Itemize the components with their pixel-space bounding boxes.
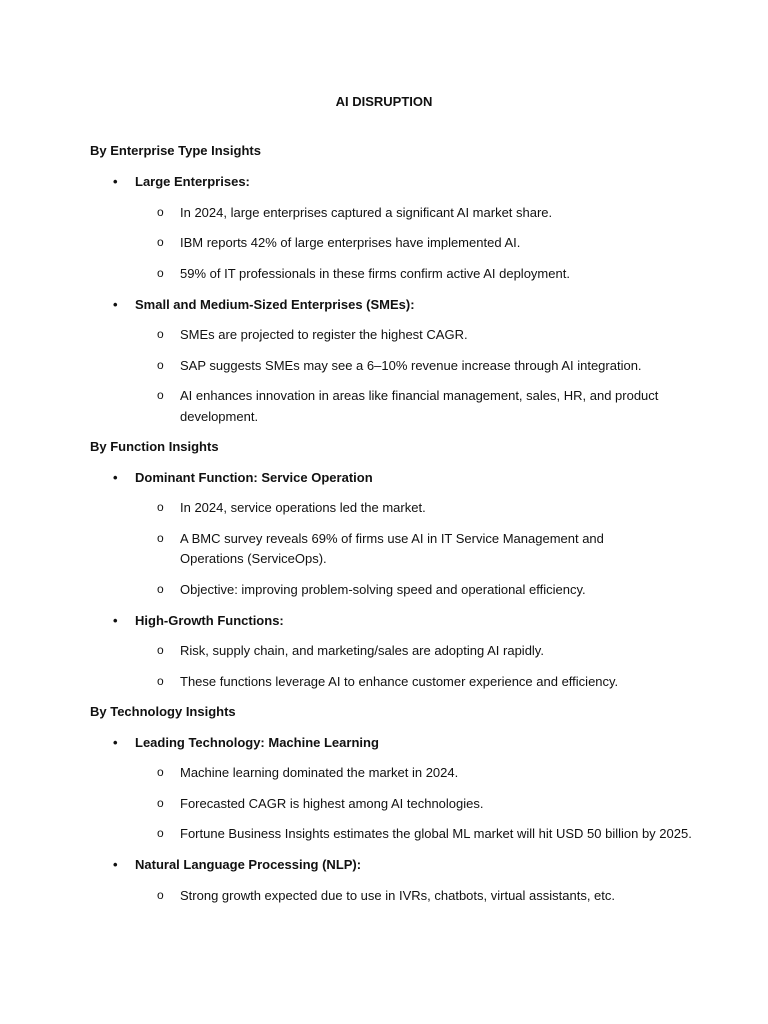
bullet-icon: • — [113, 857, 118, 872]
circle-bullet-icon: o — [157, 765, 164, 779]
sub-list-item-text: Objective: improving problem-solving speed and operational efficiency. — [180, 581, 586, 597]
sub-list-item — [90, 498, 660, 519]
list-item-label: High-Growth Functions: — [135, 612, 284, 628]
section-heading-function: By Function Insights — [90, 438, 219, 454]
circle-bullet-icon: o — [157, 388, 164, 402]
list-item-machine-learning — [90, 733, 690, 754]
sub-list-item-text: 59% of IT professionals in these firms confirm active AI deployment. — [180, 265, 570, 281]
sub-list-item-text: Strong growth expected due to use in IVRs, chatbots, virtual assistants, etc. — [180, 887, 616, 903]
sub-list-item-text: IBM reports 42% of large enterprises have implemented AI. — [180, 235, 521, 250]
sub-list-item-text: Machine learning dominated the market in 2024. — [180, 765, 459, 780]
section-heading-technology: By Technology Insights — [90, 703, 236, 719]
sub-list-item — [90, 763, 660, 784]
list-item-label: Dominant Function: Service Operation — [135, 469, 373, 485]
bullet-icon: • — [113, 174, 118, 189]
sub-list-item — [90, 325, 660, 346]
circle-bullet-icon: o — [157, 500, 164, 514]
sub-list-item-text: A BMC survey reveals 69% of firms use AI in IT Service Management and Operations (ServiceOps). — [180, 530, 604, 566]
sub-list-item-text: In 2024, service operations led the market. — [180, 500, 426, 515]
sub-list-item — [90, 580, 700, 601]
sub-list-item — [90, 356, 700, 377]
list-item-label: Natural Language Processing (NLP): — [135, 857, 362, 872]
bullet-icon: • — [113, 734, 118, 750]
circle-bullet-icon: o — [157, 795, 164, 810]
section-heading-enterprise-type: By Enterprise Type Insights — [90, 143, 261, 158]
list-item-nlp — [90, 855, 690, 876]
sub-list-item-text: AI enhances innovation in areas like financial management, sales, HR, and product development. — [180, 388, 659, 424]
sub-list-item-text: SMEs are projected to register the highest CAGR. — [180, 327, 468, 342]
bullet-icon: • — [113, 296, 118, 312]
list-item-label: Small and Medium-Sized Enterprises (SMEs): — [135, 296, 415, 312]
sub-list-item — [90, 264, 660, 285]
circle-bullet-icon: o — [157, 673, 164, 688]
list-item-high-growth-functions — [90, 611, 690, 632]
sub-list-item — [90, 386, 660, 427]
sub-list-item — [90, 794, 660, 815]
list-item-label: Leading Technology: Machine Learning — [135, 734, 379, 750]
document-body — [90, 141, 690, 906]
sub-list-item — [90, 233, 660, 254]
sub-list-item-text: SAP suggests SMEs may see a 6–10% revenue increase through AI integration. — [180, 357, 642, 373]
sub-list-item — [90, 672, 700, 693]
sub-list-item-text: Risk, supply chain, and marketing/sales are adopting AI rapidly. — [180, 643, 544, 658]
circle-bullet-icon: o — [157, 643, 164, 657]
bullet-icon: • — [113, 469, 118, 485]
list-item-smes — [90, 295, 690, 316]
sub-list-item-text: In 2024, large enterprises captured a significant AI market share. — [180, 204, 553, 220]
list-item-dominant-function — [90, 468, 690, 489]
sub-list-item — [90, 824, 700, 845]
circle-bullet-icon: o — [157, 357, 164, 372]
circle-bullet-icon: o — [157, 530, 164, 545]
sub-list-item — [90, 641, 660, 662]
circle-bullet-icon: o — [157, 265, 164, 280]
sub-list-item-text: Forecasted CAGR is highest among AI technologies. — [180, 795, 484, 811]
page-title: AI DISRUPTION — [335, 94, 433, 109]
sub-list-item — [90, 529, 660, 570]
list-item-label: Large Enterprises: — [135, 174, 250, 189]
list-item-large-enterprises — [90, 172, 690, 193]
sub-list-item-text: These functions leverage AI to enhance customer experience and efficiency. — [180, 673, 619, 689]
circle-bullet-icon: o — [157, 327, 164, 341]
sub-list-item-text: Fortune Business Insights estimates the global ML market will hit USD 50 billion by 2025. — [180, 826, 692, 841]
circle-bullet-icon: o — [157, 887, 164, 902]
circle-bullet-icon: o — [157, 826, 164, 840]
circle-bullet-icon: o — [157, 204, 164, 219]
sub-list-item — [90, 886, 700, 907]
circle-bullet-icon: o — [157, 235, 164, 249]
bullet-icon: • — [113, 612, 118, 628]
sub-list-item — [90, 203, 660, 224]
circle-bullet-icon: o — [157, 581, 164, 596]
